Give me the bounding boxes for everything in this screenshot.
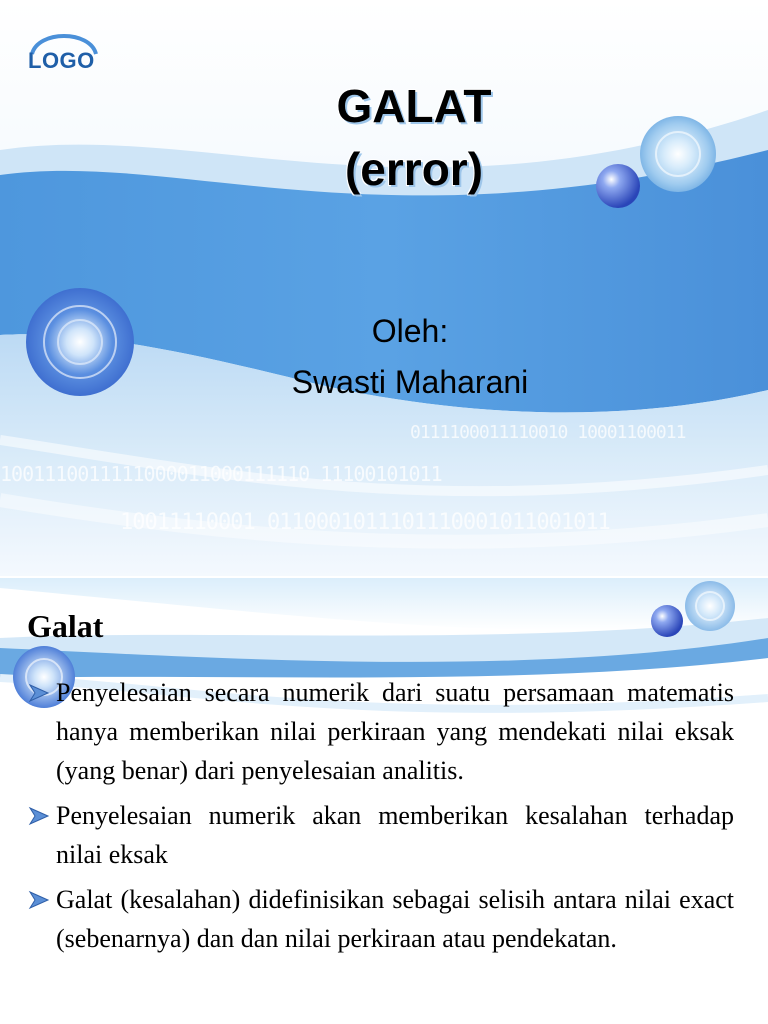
bullet-list: [28, 673, 734, 964]
bullet-item: [28, 880, 734, 958]
bullet-item: [28, 673, 734, 790]
bullet-item: [28, 796, 734, 874]
slide-title-line-1: GALAT: [336, 80, 492, 132]
bullet-text: Penyelesaian secara numerik dari suatu persamaan matematis hanya memberikan nilai perkiraan yang mendekati nilai eksak (yang benar) dari penyelesaian analitis.: [56, 678, 734, 785]
ball-decoration: [651, 605, 683, 637]
binary-decoration: 1001110011111000011000111110 11100101011: [0, 462, 442, 486]
bubble-decoration: [685, 581, 735, 631]
arrow-bullet-icon: [28, 890, 50, 910]
logo-text: LOGO: [28, 48, 95, 73]
slide-heading: Galat: [27, 608, 104, 644]
logo: [20, 24, 110, 74]
bullet-text: Galat (kesalahan) didefinisikan sebagai selisih antara nilai exact (sebenarnya) dan dan nilai perkiraan atau pendekatan.: [56, 885, 734, 953]
content-slide: [0, 578, 768, 1024]
slide-title-line-2: (error): [344, 143, 484, 195]
binary-decoration: 10011110001 0110001011101110001011001011: [120, 510, 610, 535]
arrow-bullet-icon: [28, 806, 50, 826]
bullet-text: Penyelesaian numerik akan memberikan kesalahan terhadap nilai eksak: [56, 801, 734, 869]
subtitle-line-2: Swasti Maharani: [291, 364, 529, 400]
subtitle-line-1: Oleh:: [371, 313, 449, 349]
arrow-bullet-icon: [28, 683, 50, 703]
binary-decoration: 0111100011110010 10001100011: [410, 422, 686, 443]
